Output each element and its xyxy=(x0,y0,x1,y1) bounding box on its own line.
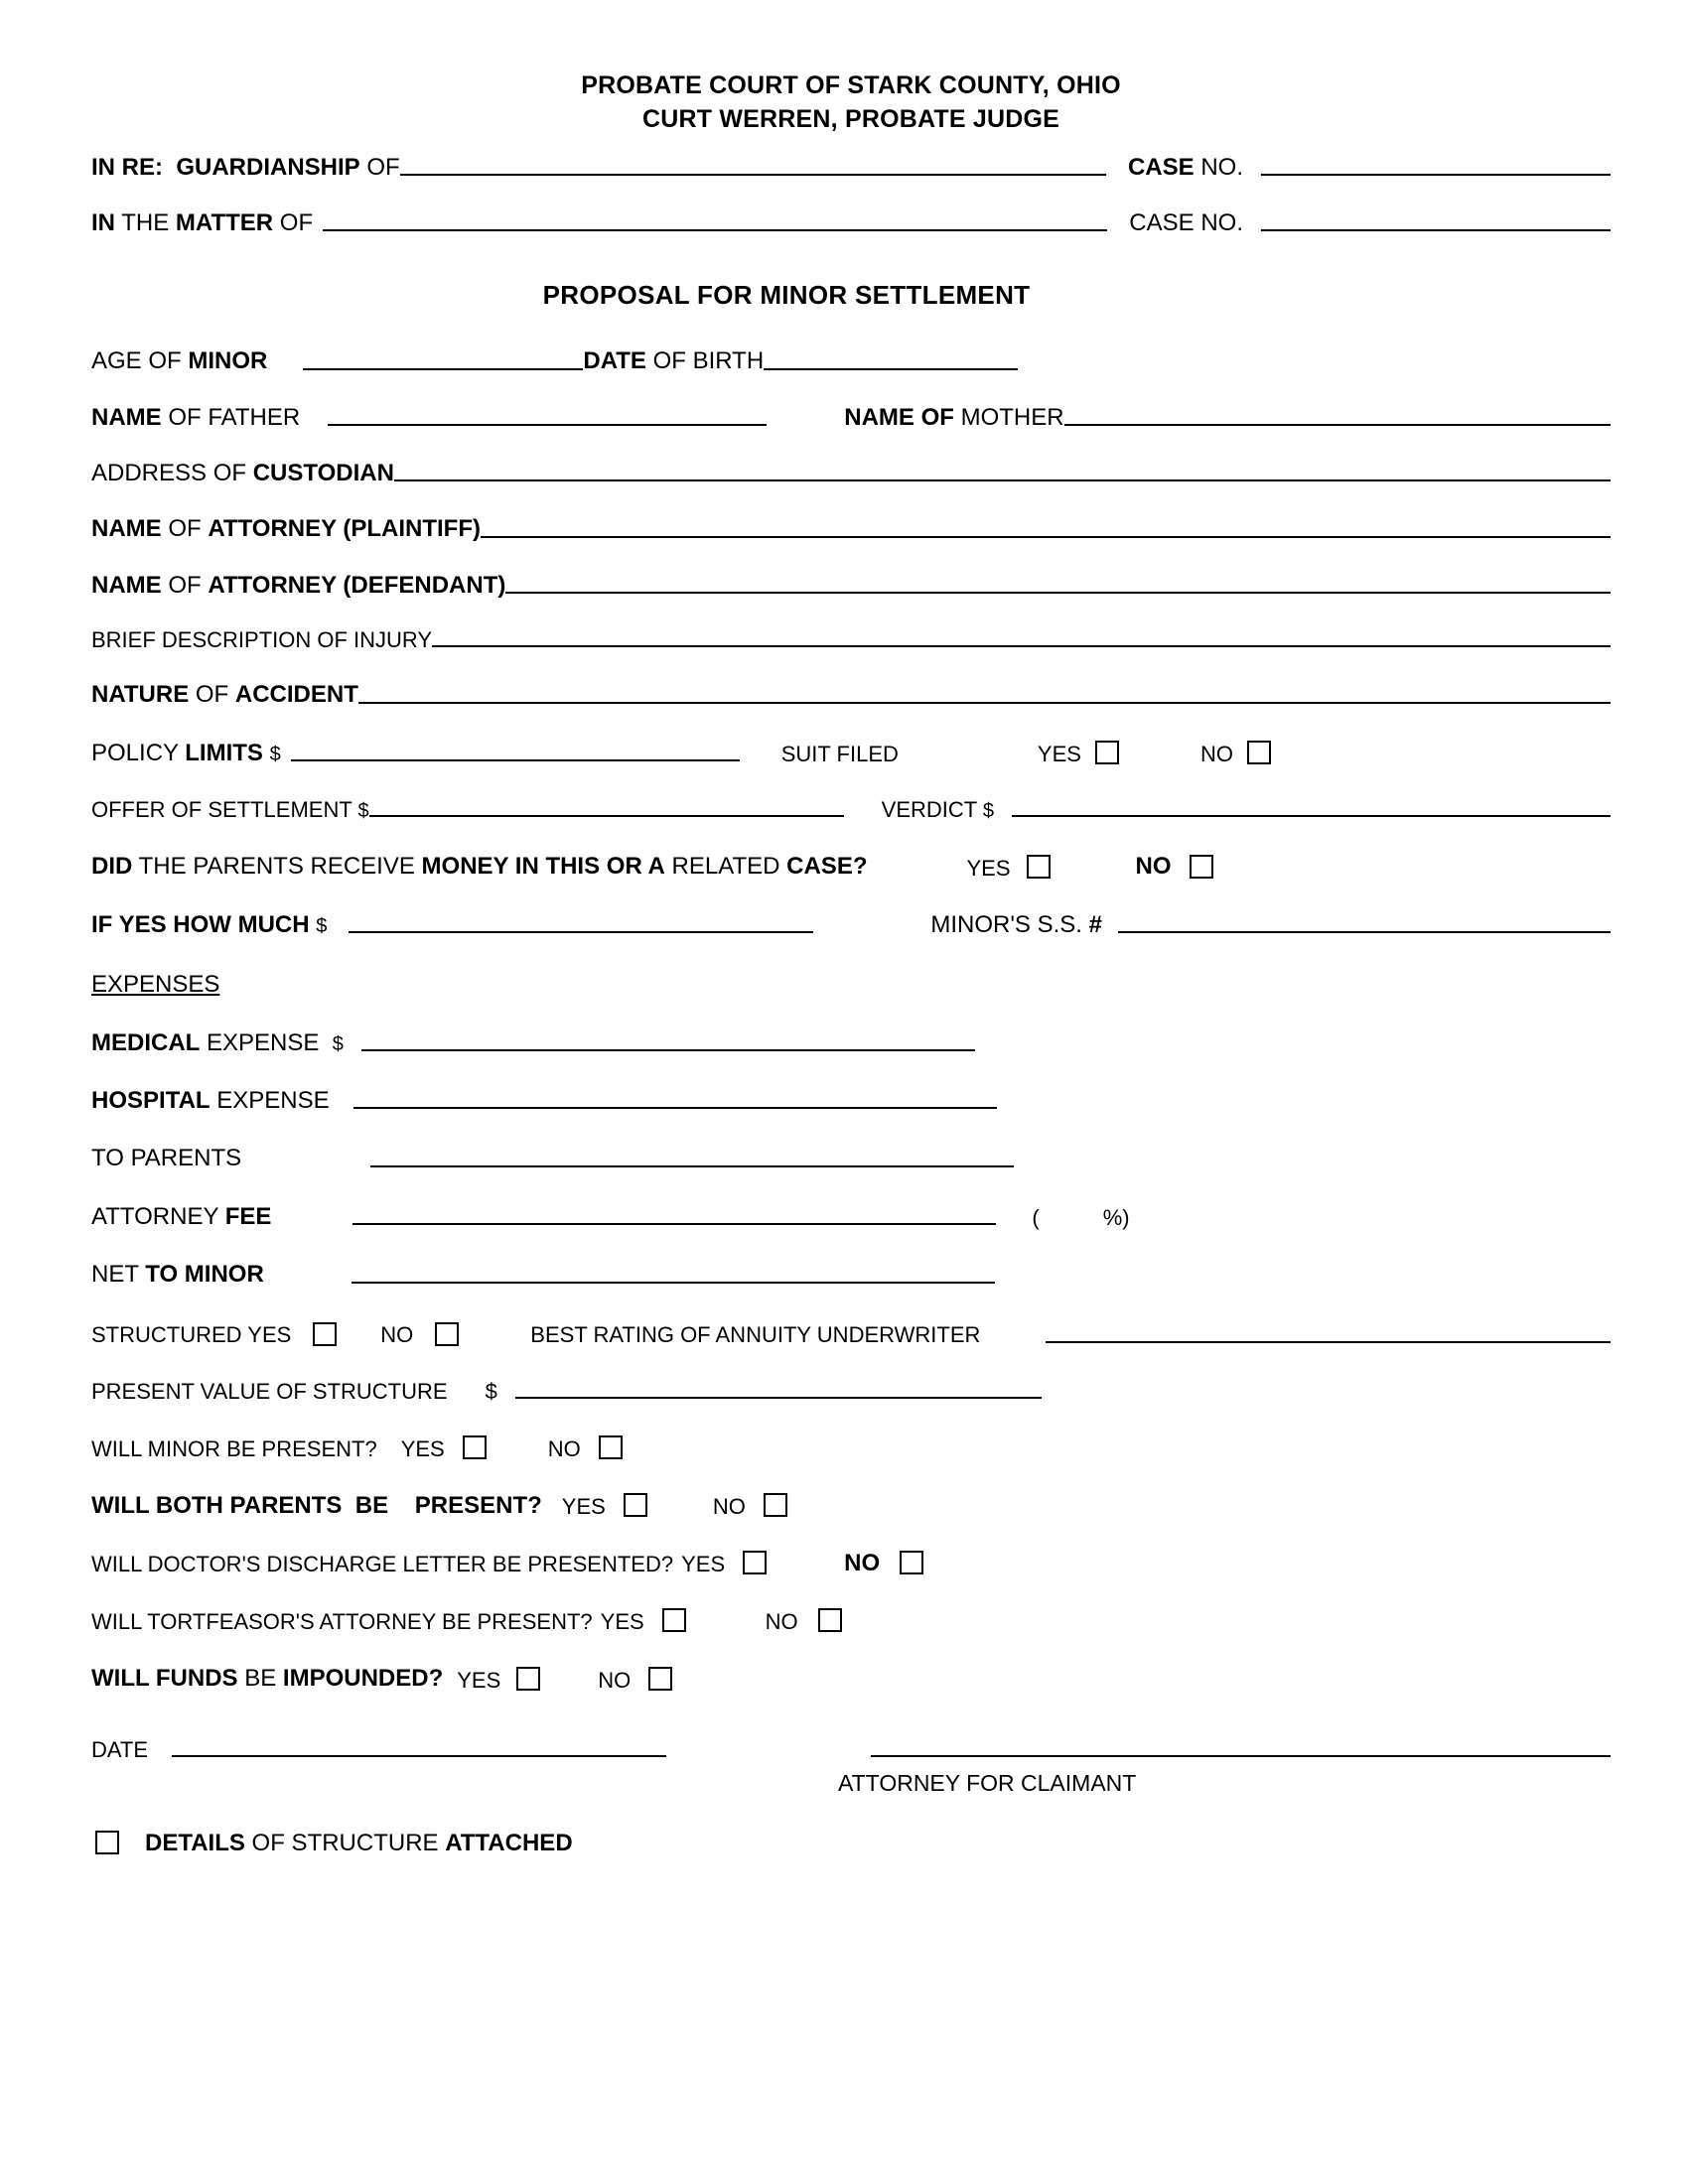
verdict-label: VERDICT $ xyxy=(881,797,995,823)
net-to-minor-input[interactable] xyxy=(352,1281,995,1284)
medical-expense-input[interactable] xyxy=(361,1048,975,1051)
expenses-heading: EXPENSES xyxy=(91,971,220,999)
attorney-defendant-input[interactable] xyxy=(505,591,1611,594)
suit-filed-yes-label: YES xyxy=(1037,742,1081,767)
details-attached-label: DETAILS OF STRUCTURE ATTACHED xyxy=(145,1830,573,1857)
date-input[interactable] xyxy=(172,1754,666,1757)
funds-impounded-yes-checkbox[interactable] xyxy=(516,1667,540,1691)
suit-filed-no-label: NO xyxy=(1199,742,1233,767)
to-parents-label: TO PARENTS xyxy=(91,1145,242,1172)
both-parents-label: WILL BOTH PARENTS BE PRESENT? xyxy=(91,1491,542,1519)
attorney-for-claimant-caption: ATTORNEY FOR CLAIMANT xyxy=(838,1770,1137,1797)
case-no-1-input[interactable] xyxy=(1261,173,1611,176)
attorney-signature-input[interactable] xyxy=(871,1754,1611,1757)
both-parents-no-checkbox[interactable] xyxy=(764,1493,787,1517)
attorney-fee-pct-input[interactable] xyxy=(1040,1224,1103,1225)
brief-description-input[interactable] xyxy=(432,644,1611,647)
parents-money-yes-checkbox[interactable] xyxy=(1027,855,1051,879)
nature-of-accident-label: NATURE OF ACCIDENT xyxy=(91,681,358,709)
to-parents-input[interactable] xyxy=(370,1164,1014,1167)
present-value-label: PRESENT VALUE OF STRUCTURE xyxy=(91,1378,448,1404)
attorney-plaintiff-label: NAME OF ATTORNEY (PLAINTIFF) xyxy=(91,515,481,543)
structured-no-checkbox[interactable] xyxy=(435,1322,459,1346)
name-of-mother-input[interactable] xyxy=(1064,423,1611,426)
case-no-1-label: CASE NO. xyxy=(1127,153,1243,181)
tortfeasor-label: WILL TORTFEASOR'S ATTORNEY BE PRESENT? xyxy=(91,1609,593,1635)
policy-limits-row xyxy=(91,741,1611,766)
hospital-expense-label: HOSPITAL EXPENSE xyxy=(91,1086,330,1114)
minor-present-no-checkbox[interactable] xyxy=(599,1435,623,1459)
minor-present-row xyxy=(91,1435,1611,1461)
tortfeasor-yes-checkbox[interactable] xyxy=(662,1608,686,1632)
discharge-letter-yes-checkbox[interactable] xyxy=(743,1551,767,1574)
minor-ss-label: MINOR'S S.S. # xyxy=(930,910,1102,938)
net-to-minor-label: NET TO MINOR xyxy=(91,1261,264,1289)
both-parents-present-row xyxy=(91,1493,1611,1519)
present-value-row xyxy=(91,1380,1611,1404)
parents-money-no-checkbox[interactable] xyxy=(1190,855,1213,879)
if-yes-how-much-label: IF YES HOW MUCH $ xyxy=(91,910,328,938)
verdict-input[interactable] xyxy=(1012,814,1611,817)
attorney-fee-input[interactable] xyxy=(352,1222,996,1225)
suit-filed-yes-checkbox[interactable] xyxy=(1095,741,1119,764)
age-of-minor-input[interactable] xyxy=(303,367,583,370)
present-value-dollar: $ xyxy=(485,1378,497,1404)
suit-filed-no-checkbox[interactable] xyxy=(1247,741,1271,764)
tortfeasor-no-checkbox[interactable] xyxy=(818,1608,842,1632)
details-attached-checkbox[interactable] xyxy=(95,1831,119,1854)
parents-money-yes-label: YES xyxy=(966,855,1011,881)
hospital-expense-row xyxy=(91,1088,1611,1114)
attorney-defendant-row xyxy=(91,573,1611,599)
medical-expense-row xyxy=(91,1030,1611,1056)
structured-yes-checkbox[interactable] xyxy=(313,1322,337,1346)
attorney-plaintiff-input[interactable] xyxy=(481,535,1611,538)
tortfeasor-row xyxy=(91,1608,1611,1634)
attorney-fee-label: ATTORNEY FEE xyxy=(91,1202,272,1230)
discharge-letter-label: WILL DOCTOR'S DISCHARGE LETTER BE PRESENTED? xyxy=(91,1552,674,1577)
in-re-row xyxy=(91,155,1611,181)
in-the-matter-row xyxy=(91,210,1611,236)
tortfeasor-no-label: NO xyxy=(765,1609,798,1635)
in-the-matter-label: IN THE MATTER OF xyxy=(91,208,314,236)
discharge-letter-yes-label: YES xyxy=(681,1552,726,1577)
discharge-letter-no-label: NO xyxy=(844,1550,881,1577)
name-of-mother-label: NAME OF MOTHER xyxy=(844,403,1064,431)
policy-limits-input[interactable] xyxy=(291,758,740,761)
policy-limits-label: POLICY LIMITS $ xyxy=(91,739,281,766)
age-of-minor-label: AGE OF MINOR xyxy=(91,347,268,375)
case-no-2-input[interactable] xyxy=(1261,228,1611,231)
minor-present-yes-label: YES xyxy=(400,1435,445,1461)
brief-description-label: BRIEF DESCRIPTION OF INJURY xyxy=(91,627,433,653)
hospital-expense-input[interactable] xyxy=(353,1106,997,1109)
best-rating-label: BEST RATING OF ANNUITY UNDERWRITER xyxy=(530,1322,981,1348)
both-parents-yes-checkbox[interactable] xyxy=(624,1493,647,1517)
attorney-plaintiff-row xyxy=(91,516,1611,542)
minor-present-yes-checkbox[interactable] xyxy=(463,1435,487,1459)
nature-of-accident-row xyxy=(91,682,1611,708)
expenses-heading-row xyxy=(91,972,1611,998)
parents-money-label: DID THE PARENTS RECEIVE MONEY IN THIS OR A RELATED CASE? xyxy=(91,853,868,881)
form-title: PROPOSAL FOR MINOR SETTLEMENT xyxy=(542,280,1031,311)
in-the-matter-input[interactable] xyxy=(323,228,1107,231)
both-parents-yes-label: YES xyxy=(561,1493,606,1519)
court-header xyxy=(91,69,1611,137)
attorney-caption-row xyxy=(91,1766,1611,1797)
tortfeasor-yes-label: YES xyxy=(600,1609,644,1635)
discharge-letter-row xyxy=(91,1551,1611,1576)
attorney-fee-pct-close: %) xyxy=(1102,1204,1130,1230)
funds-impounded-label: WILL FUNDS BE IMPOUNDED? xyxy=(91,1665,444,1693)
judge-name: CURT WERREN, PROBATE JUDGE xyxy=(641,104,1060,133)
structured-yes-label: STRUCTURED YES xyxy=(91,1322,292,1348)
both-parents-no-label: NO xyxy=(712,1493,746,1519)
address-of-custodian-input[interactable] xyxy=(394,478,1611,481)
brief-description-row xyxy=(91,628,1611,652)
minor-ss-input[interactable] xyxy=(1118,930,1611,933)
funds-impounded-no-checkbox[interactable] xyxy=(648,1667,672,1691)
date-of-birth-input[interactable] xyxy=(764,367,1018,370)
funds-impounded-yes-label: YES xyxy=(457,1667,501,1693)
court-name: PROBATE COURT OF STARK COUNTY, OHIO xyxy=(581,71,1121,99)
medical-expense-label: MEDICAL EXPENSE $ xyxy=(91,1028,344,1056)
in-re-label: IN RE: GUARDIANSHIP OF xyxy=(91,153,400,181)
structured-row xyxy=(91,1322,1611,1348)
age-dob-row xyxy=(91,348,1611,374)
minor-present-no-label: NO xyxy=(547,1435,581,1461)
minor-present-label: WILL MINOR BE PRESENT? xyxy=(91,1435,377,1461)
offer-of-settlement-input[interactable] xyxy=(369,814,844,817)
net-to-minor-row xyxy=(91,1262,1611,1288)
name-of-father-input[interactable] xyxy=(328,423,767,426)
present-value-input[interactable] xyxy=(515,1396,1042,1399)
parents-money-no-label: NO xyxy=(1135,853,1172,881)
best-rating-input[interactable] xyxy=(1046,1340,1611,1343)
discharge-letter-no-checkbox[interactable] xyxy=(900,1551,923,1574)
funds-impounded-row xyxy=(91,1666,1611,1692)
name-of-father-label: NAME OF FATHER xyxy=(91,403,301,431)
address-custodian-row xyxy=(91,461,1611,486)
attorney-fee-row xyxy=(91,1204,1611,1230)
attorney-defendant-label: NAME OF ATTORNEY (DEFENDANT) xyxy=(91,571,506,599)
attorney-fee-pct-open: ( xyxy=(1032,1204,1040,1230)
if-yes-how-much-input[interactable] xyxy=(349,930,813,933)
in-re-input[interactable] xyxy=(400,173,1106,176)
structured-no-label: NO xyxy=(380,1322,414,1348)
funds-impounded-no-label: NO xyxy=(598,1667,632,1693)
date-of-birth-label: DATE OF BIRTH xyxy=(583,347,765,375)
date-signature-row xyxy=(91,1738,1611,1762)
offer-verdict-row xyxy=(91,798,1611,822)
details-attached-row xyxy=(91,1831,1611,1856)
case-no-2-label: CASE NO. xyxy=(1129,208,1243,236)
parents-names-row xyxy=(91,405,1611,431)
if-yes-ss-row xyxy=(91,912,1611,938)
offer-of-settlement-label: OFFER OF SETTLEMENT $ xyxy=(91,797,369,823)
date-label: DATE xyxy=(91,1736,149,1762)
parents-money-row xyxy=(91,854,1611,880)
to-parents-row xyxy=(91,1146,1611,1171)
nature-of-accident-input[interactable] xyxy=(358,701,1611,704)
suit-filed-label: SUIT FILED xyxy=(780,742,899,767)
address-of-custodian-label: ADDRESS OF CUSTODIAN xyxy=(91,460,394,487)
